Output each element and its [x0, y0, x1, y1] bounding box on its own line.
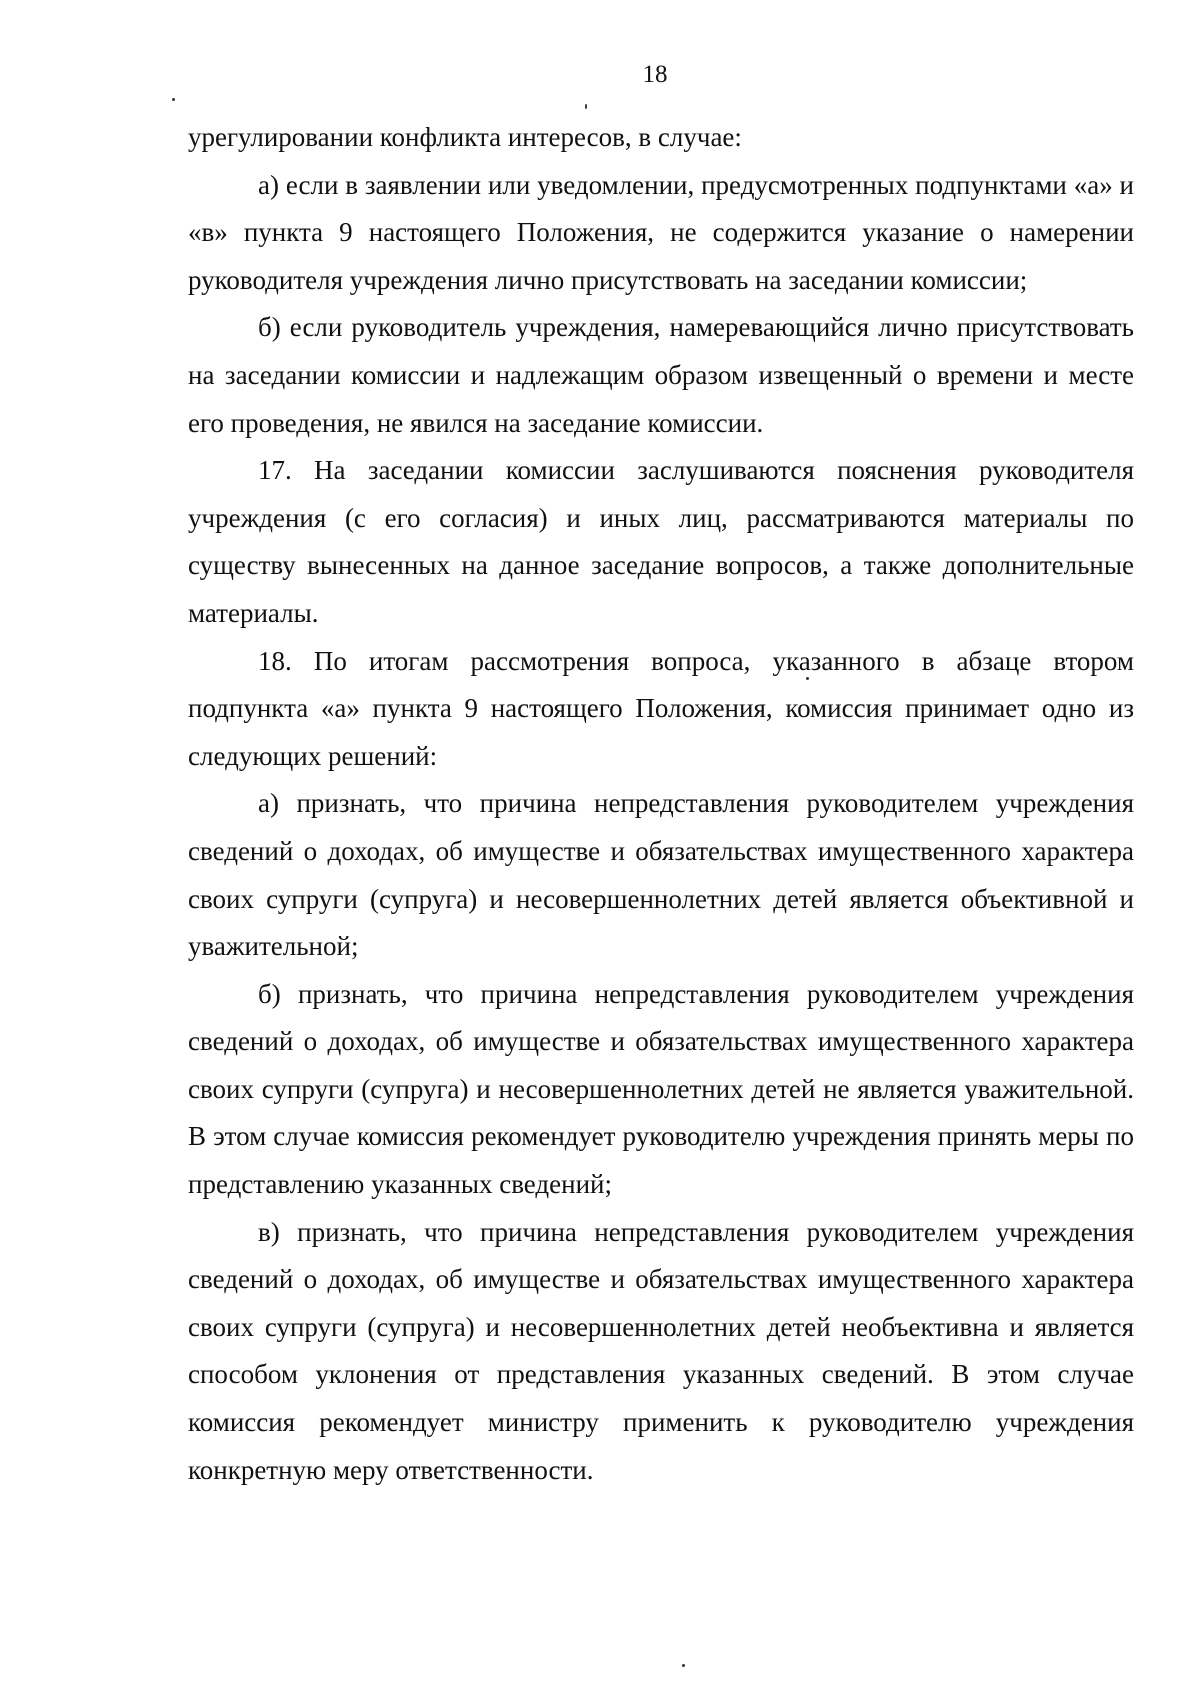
paragraph-decision-c: в) признать, что причина непредставления руководителем учреждения сведений о доходах, об имуществе и обязательствах имущественного характера своих супруги (супруга) и несовершеннолетних детей необъективна и является способом уклонения от представления указанных сведений. В этом случае комиссия рекомендует министру применить к руководителю учреждения конкретную меру ответственности.	[188, 1216, 1134, 1485]
document-body	[188, 114, 1134, 1494]
paragraph-decision-b: б) признать, что причина непредставления руководителем учреждения сведений о доходах, об имуществе и обязательствах имущественного характера своих супруги (супруга) и несовершеннолетних детей не является уважительной. В этом случае комиссия рекомендует руководителю учреждения принять меры по представлению указанных сведений;	[188, 978, 1134, 1200]
scan-speck	[585, 104, 587, 109]
paragraph-section-17: 17. На заседании комиссии заслушиваются пояснения руководителя учреждения (с его согласия) и иных лиц, рассматриваются материалы по существу вынесенных на данное заседание вопросов, а также дополнительные материалы.	[188, 455, 1134, 628]
paragraph-continuation: урегулировании конфликта интересов, в случае:	[188, 122, 742, 152]
paragraph-item-b: б) если руководитель учреждения, намеревающийся лично присутствовать на заседании комиссии и надлежащим образом извещенный о времени и месте его проведения, не явился на заседание комиссии.	[188, 312, 1134, 438]
paragraph-decision-a: а) признать, что причина непредставления руководителем учреждения сведений о доходах, об имуществе и обязательствах имущественного характера своих супруги (супруга) и несовершеннолетних детей является объективной и уважительной;	[188, 788, 1134, 962]
scan-speck	[172, 98, 175, 101]
scan-speck	[682, 1664, 685, 1667]
page-number: 18	[642, 61, 668, 88]
paragraph-item-a: а) если в заявлении или уведомлении, предусмотренных подпунктами «а» и «в» пункта 9 настоящего Положения, не содержится указание о намерении руководителя учреждения лично присутствовать на заседании комиссии;	[188, 169, 1134, 295]
paragraph-section-18: 18. По итогам рассмотрения вопроса, указанного в абзаце втором подпункта «а» пункта 9 настоящего Положения, комиссия принимает одно из следующих решений:	[188, 645, 1134, 771]
